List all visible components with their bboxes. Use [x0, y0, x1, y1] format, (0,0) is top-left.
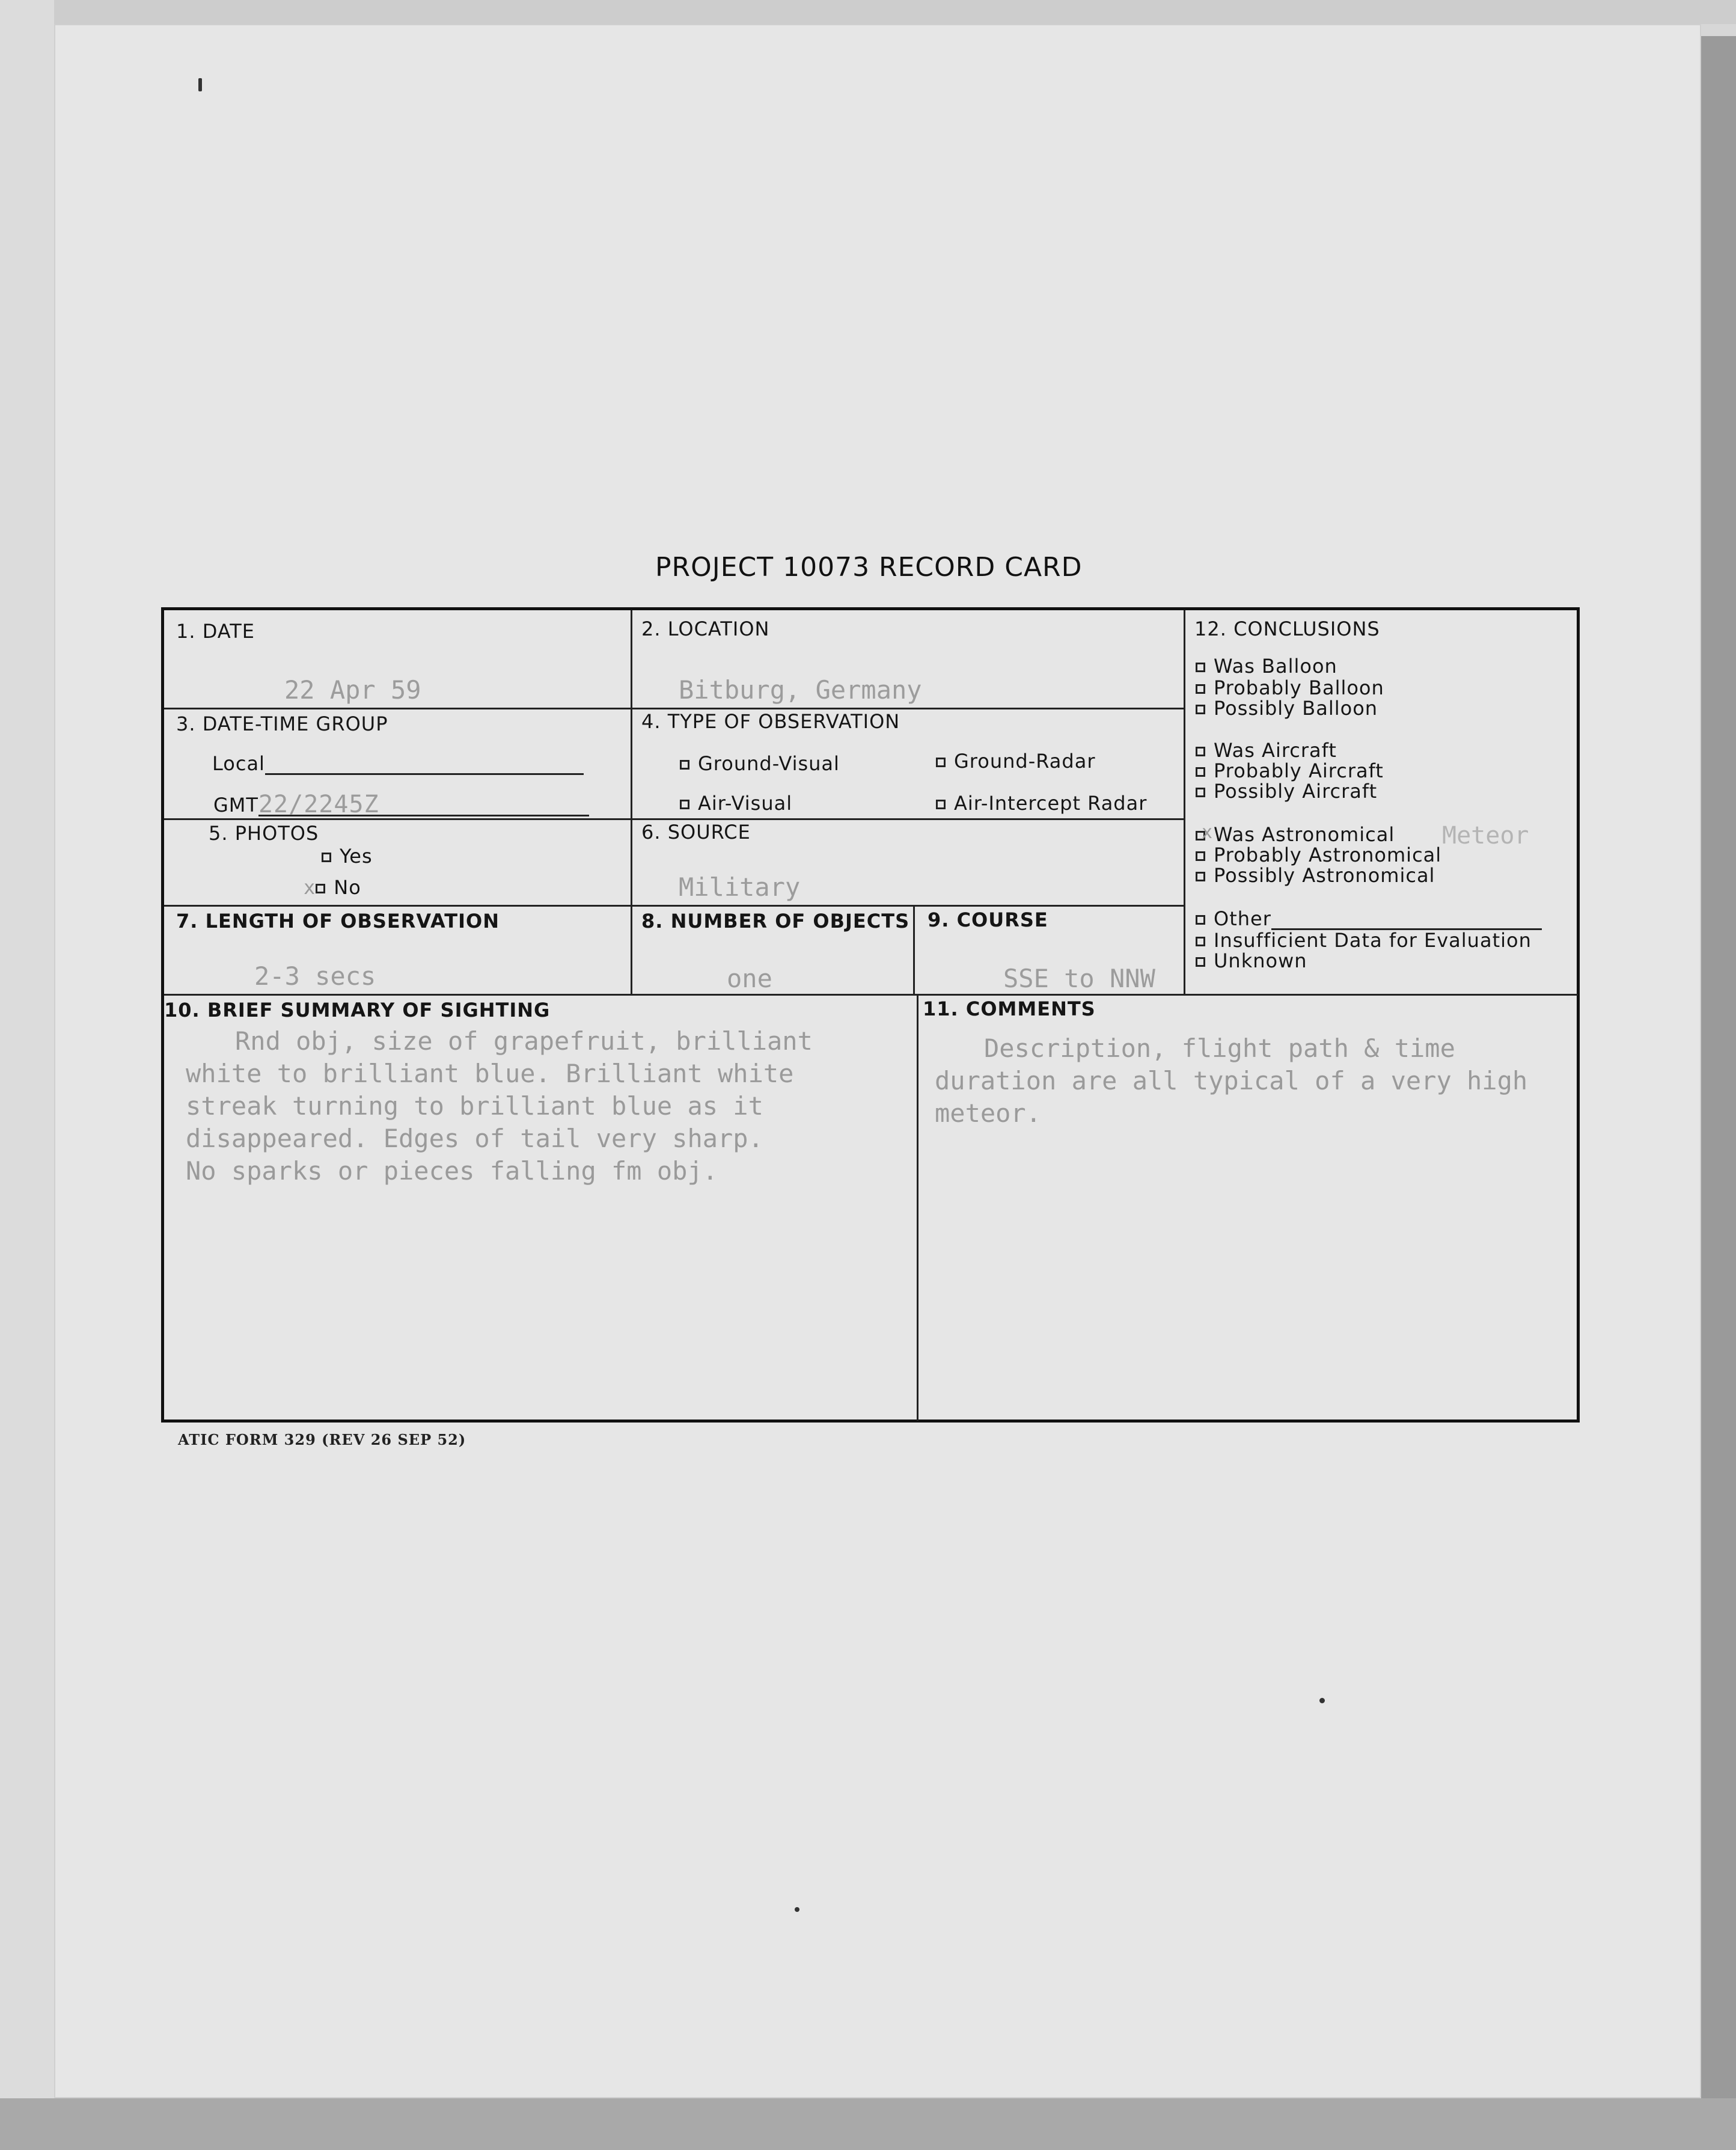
- conclusion-label: Unknown: [1214, 949, 1307, 972]
- obs-option-label: Air-Intercept Radar: [954, 792, 1148, 815]
- divider: [917, 994, 918, 1421]
- checkbox: [1196, 937, 1205, 946]
- length-value: 2-3 secs: [254, 961, 376, 991]
- date-label: 1. DATE: [176, 620, 255, 643]
- checkbox: [1196, 767, 1205, 777]
- checkbox: [1196, 915, 1205, 925]
- obs-air-intercept-radar: [936, 792, 1147, 815]
- scan-edge-right: [1701, 36, 1736, 2150]
- location-value: Bitburg, Germany: [679, 675, 922, 705]
- checkbox: [1196, 663, 1205, 672]
- source-label: 6. SOURCE: [641, 821, 751, 844]
- dtg-local-row: [212, 752, 584, 775]
- summary-text: [186, 1025, 813, 1187]
- conclusion-item: [1196, 697, 1378, 720]
- comments-line: Description, flight path & time: [984, 1034, 1455, 1063]
- dtg-gmt-value: 22/2245Z: [258, 791, 379, 818]
- divider: [164, 994, 1578, 996]
- summary-line: streak turning to brilliant blue as it: [186, 1091, 763, 1121]
- checkbox: [680, 760, 689, 770]
- checkbox: [1196, 705, 1205, 714]
- location-label: 2. LOCATION: [641, 617, 770, 640]
- summary-label: 10. BRIEF SUMMARY OF SIGHTING: [164, 999, 551, 1021]
- conclusion-item: [1196, 949, 1307, 972]
- conclusion-item: [1196, 739, 1337, 762]
- checkbox: [936, 758, 946, 767]
- obs-ground-radar: [936, 750, 1095, 773]
- astronomical-note: Meteor: [1442, 822, 1529, 850]
- card-title: PROJECT 10073 RECORD CARD: [655, 552, 1083, 583]
- objects-value: one: [727, 964, 772, 993]
- scan-speck: [1319, 1698, 1325, 1703]
- checkbox: [1196, 872, 1205, 881]
- scan-edge-left: [0, 0, 54, 2150]
- summary-line: white to brilliant blue. Brilliant white: [186, 1059, 794, 1088]
- dtg-local-line: [265, 755, 584, 775]
- obs-ground-visual: [680, 752, 840, 775]
- checkbox: [1196, 684, 1205, 694]
- summary-line: Rnd obj, size of grapefruit, brilliant: [235, 1026, 813, 1056]
- course-value: SSE to NNW: [1003, 964, 1155, 993]
- obs-air-visual: [680, 792, 792, 815]
- date-value: 22 Apr 59: [284, 675, 421, 705]
- photos-no-mark: x: [304, 876, 316, 899]
- conclusion-item-astronomical: [1196, 823, 1395, 846]
- divider: [1184, 610, 1185, 995]
- dtg-local-label: Local: [212, 752, 265, 775]
- conclusion-label: Insufficient Data for Evaluation: [1214, 929, 1532, 952]
- dtg-gmt-label: GMT: [213, 794, 258, 816]
- scan-edge-bottom: [0, 2098, 1736, 2150]
- conclusion-item: [1196, 844, 1441, 866]
- summary-line: No sparks or pieces falling fm obj.: [186, 1156, 718, 1186]
- divider: [913, 905, 915, 995]
- obs-option-label: Ground-Visual: [698, 752, 840, 775]
- observation-type-label: 4. TYPE OF OBSERVATION: [641, 710, 900, 733]
- obs-option-label: Ground-Radar: [954, 750, 1096, 773]
- divider: [631, 610, 632, 995]
- dtg-label: 3. DATE-TIME GROUP: [176, 712, 388, 735]
- checkbox: [936, 800, 946, 809]
- checkbox: [322, 853, 331, 862]
- conclusion-label: Was Astronomical: [1214, 823, 1395, 846]
- photos-yes: [322, 845, 373, 868]
- form-id: ATIC FORM 329 (REV 26 SEP 52): [178, 1431, 466, 1448]
- objects-label: 8. NUMBER OF OBJECTS: [641, 910, 910, 933]
- conclusion-label: Possibly Aircraft: [1214, 780, 1378, 803]
- record-card: [161, 607, 1580, 1423]
- conclusion-item: [1196, 929, 1532, 952]
- conclusion-label: Possibly Balloon: [1214, 697, 1378, 720]
- photos-no-label: No: [334, 876, 361, 899]
- photos-label: 5. PHOTOS: [209, 822, 319, 845]
- summary-line: disappeared. Edges of tail very sharp.: [186, 1124, 763, 1153]
- divider: [164, 905, 1184, 907]
- scan-speck: [198, 78, 202, 91]
- obs-option-label: Air-Visual: [698, 792, 793, 815]
- checkbox: [316, 884, 325, 893]
- dtg-gmt-row: [213, 791, 589, 816]
- checkbox: [1196, 957, 1205, 967]
- conclusion-label: Possibly Astronomical: [1214, 864, 1435, 887]
- comments-line: duration are all typical of a very high: [935, 1066, 1528, 1095]
- checkbox: [1196, 788, 1205, 797]
- course-label: 9. COURSE: [928, 908, 1048, 931]
- conclusion-label: Probably Astronomical: [1214, 844, 1442, 866]
- conclusion-label: Probably Balloon: [1214, 676, 1384, 699]
- conclusion-label: Probably Aircraft: [1214, 759, 1384, 782]
- checkbox: [1196, 747, 1205, 756]
- photos-no: [304, 876, 361, 899]
- source-value: Military: [679, 872, 801, 902]
- checkbox: [680, 800, 689, 809]
- divider: [164, 708, 1184, 709]
- conclusion-item: [1196, 864, 1435, 887]
- conclusions-label: 12. CONCLUSIONS: [1194, 617, 1380, 640]
- other-line: [1271, 911, 1542, 930]
- scan-edge-top: [0, 0, 1736, 24]
- length-label: 7. LENGTH OF OBSERVATION: [176, 910, 500, 933]
- conclusion-label: Other: [1214, 907, 1271, 930]
- conclusion-item: [1196, 676, 1384, 699]
- divider: [164, 818, 1184, 820]
- dtg-gmt-line: [258, 791, 589, 816]
- comments-line: meteor.: [935, 1098, 1042, 1128]
- photos-yes-label: Yes: [340, 845, 373, 868]
- conclusion-item: [1196, 655, 1337, 678]
- conclusion-item: [1196, 780, 1377, 803]
- comments-label: 11. COMMENTS: [923, 997, 1096, 1020]
- scan-speck: [795, 1907, 799, 1912]
- conclusion-label: Was Aircraft: [1214, 739, 1337, 762]
- conclusion-label: Was Balloon: [1214, 655, 1337, 678]
- comments-text: [935, 1032, 1527, 1130]
- conclusion-item-other: [1196, 907, 1542, 930]
- conclusion-item: [1196, 759, 1384, 782]
- checkbox: [1196, 851, 1205, 861]
- astronomical-mark: x: [1202, 822, 1214, 843]
